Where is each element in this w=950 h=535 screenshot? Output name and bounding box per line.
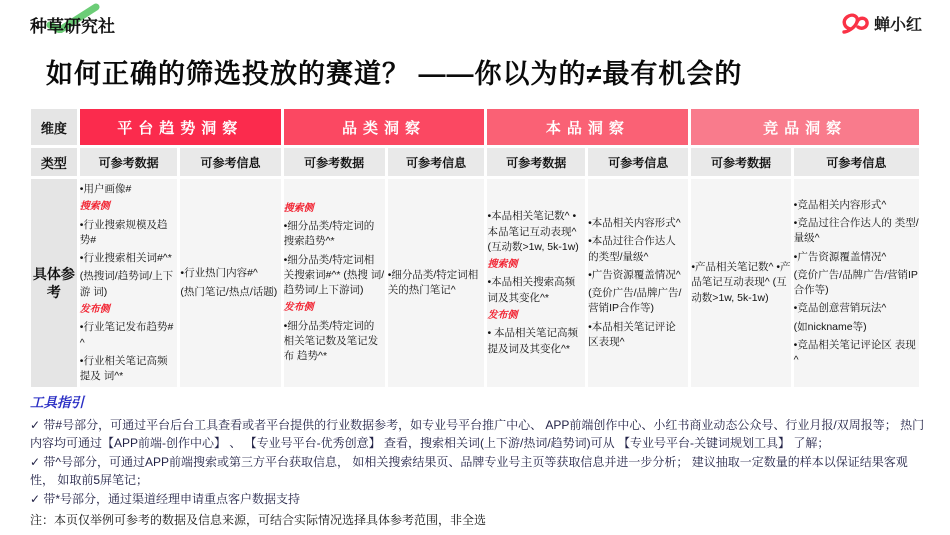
left-logo-text: 种草研究社 <box>30 17 115 36</box>
col-header-info-3: 可参考信息 <box>794 148 919 176</box>
reference-line: (竞价广告/品牌广告/营销IP合作等) <box>793 268 918 297</box>
reference-line: (热搜词/趋势词/上下游 词) <box>79 270 174 298</box>
group-header-0: 平台趋势洞察 <box>80 109 281 145</box>
right-logo-text: 蝉小红 <box>873 17 922 34</box>
row-label-detail: 具体参考 <box>31 179 77 387</box>
reference-line: •细分品类/特定词的 搜索趋势^* <box>283 220 375 248</box>
section-label: 发布侧 <box>79 303 110 315</box>
insight-table-body <box>31 109 919 387</box>
reference-line: •竞品过往合作达人的 类型/量级^ <box>793 217 919 245</box>
cell-info-3 <box>794 179 919 387</box>
cell-info-1 <box>388 179 485 387</box>
reference-line: •本品相关笔记数^ •本品笔记互动表现^ (互动数>1w, 5k-1w) <box>487 210 579 253</box>
tool-guide-items <box>30 416 925 508</box>
top-bar <box>30 12 922 37</box>
col-header-data-1: 可参考数据 <box>284 148 385 176</box>
col-header-data-0: 可参考数据 <box>80 148 178 176</box>
reference-line: •竞品创意营销玩法^ <box>793 302 887 315</box>
chanxiaohong-logo-icon <box>841 13 869 35</box>
cell-info-0 <box>180 179 280 387</box>
section-label: 发布侧 <box>283 302 314 314</box>
col-header-info-1: 可参考信息 <box>388 148 485 176</box>
reference-line: •产品相关笔记数^ •产品笔记互动表现^ (互动数>1w, 5k-1w) <box>691 261 791 304</box>
tool-guide-item-1: ✓ 带^号部分，可通过APP前端搜索或第三方平台获取信息， 如相关搜索结果页、品牌专业号主页等获取信息并进一步分析； 建议抽取一定数量的样本以保证结果客观性， 如取前5屏笔记； <box>30 455 908 487</box>
section-label: 搜索侧 <box>487 258 518 270</box>
page-title: 如何正确的筛选投放的赛道？ ——你以为的≠最有机会的 <box>46 59 743 89</box>
reference-line: •行业相关笔记高频提及 词^* <box>79 354 168 382</box>
group-header-2: 本品洞察 <box>487 109 688 145</box>
reference-line: •竞品相关笔记评论区 表现^ <box>793 338 916 366</box>
cell-data-0 <box>80 179 178 387</box>
group-header-1: 品类洞察 <box>284 109 485 145</box>
zhongcao-logo <box>30 12 115 37</box>
reference-line: •本品过往合作达人 的类型/量级^ <box>588 235 676 263</box>
section-label: 搜索侧 <box>283 202 314 214</box>
cell-info-2 <box>588 179 688 387</box>
reference-line: •细分品类/特定词相 关的热门笔记^ <box>387 268 479 297</box>
reference-line: •用户画像# <box>79 183 132 195</box>
reference-line: •本品相关笔记评论 区表现^ <box>588 320 676 348</box>
tool-guide <box>30 391 925 528</box>
cell-data-1 <box>284 179 385 387</box>
col-header-info-2: 可参考信息 <box>588 148 688 176</box>
reference-line: •本品相关内容形式^ <box>588 217 681 230</box>
reference-line: (如nickname等) <box>793 320 867 333</box>
reference-line: •细分品类/特定词的 相关笔记数及笔记发布 趋势^* <box>283 319 379 363</box>
tool-guide-item-2: ✓ 带*号部分，通过渠道经理申请重点客户数据支持 <box>30 492 301 506</box>
reference-line: (竞价广告/品牌广告/营销IP合作等) <box>588 287 682 315</box>
chanxiaohong-logo <box>841 12 922 35</box>
reference-line: •广告资源覆盖情况^ <box>588 268 681 281</box>
section-label: 发布侧 <box>487 309 518 321</box>
reference-line: •细分品类/特定词相 关搜索词#^* (热搜 词/趋势词/上下游词) <box>283 253 385 297</box>
cell-data-2 <box>487 179 585 387</box>
reference-line: •行业笔记发布趋势#^ <box>79 321 174 349</box>
tool-guide-note: 注：本页仅举例可参考的数据及信息来源，可结合实际情况选择具体参考范围，非全选 <box>30 513 487 527</box>
reference-line: •本品相关搜索高频 词及其变化^* <box>487 276 576 304</box>
reference-line: •广告资源覆盖情况^ <box>793 250 887 263</box>
group-header-3: 竞品洞察 <box>691 109 919 145</box>
tool-guide-item-0: ✓ 带#号部分，可通过平台后台工具查看或者平台提供的行业数据参考，如专业号平台推广中心、 APP前端创作中心、小红书商业动态公众号、行业月报/双周报等； 热门内容均可通过【APP前端-创作中心】 、 【专业号平台-优秀创意】 查看，搜索相关词(上下游/热词/趋势词)可从 【专业号平台-关键词规划工具】 了解； <box>30 418 925 450</box>
reference-line: •竞品相关内容形式^ <box>793 199 887 211</box>
corner-cell-dimension: 维度 <box>31 109 77 145</box>
cell-data-3 <box>691 179 790 387</box>
col-header-data-3: 可参考数据 <box>691 148 790 176</box>
reference-line: • 本品相关笔记高频 提及词及其变化^* <box>487 327 579 355</box>
reference-line: •行业搜索相关词#^* <box>79 252 172 265</box>
col-header-info-0: 可参考信息 <box>180 148 280 176</box>
tool-guide-title: 工具指引 <box>30 395 84 410</box>
section-label: 搜索侧 <box>79 201 110 213</box>
reference-line: •行业搜索规模及趋势# <box>79 218 168 246</box>
insight-table <box>28 106 922 390</box>
reference-line: (热门笔记/热点/话题) <box>180 285 278 298</box>
row-label-type: 类型 <box>31 148 77 176</box>
col-header-data-2: 可参考数据 <box>487 148 585 176</box>
reference-line: •行业热门内容#^ <box>180 267 258 280</box>
